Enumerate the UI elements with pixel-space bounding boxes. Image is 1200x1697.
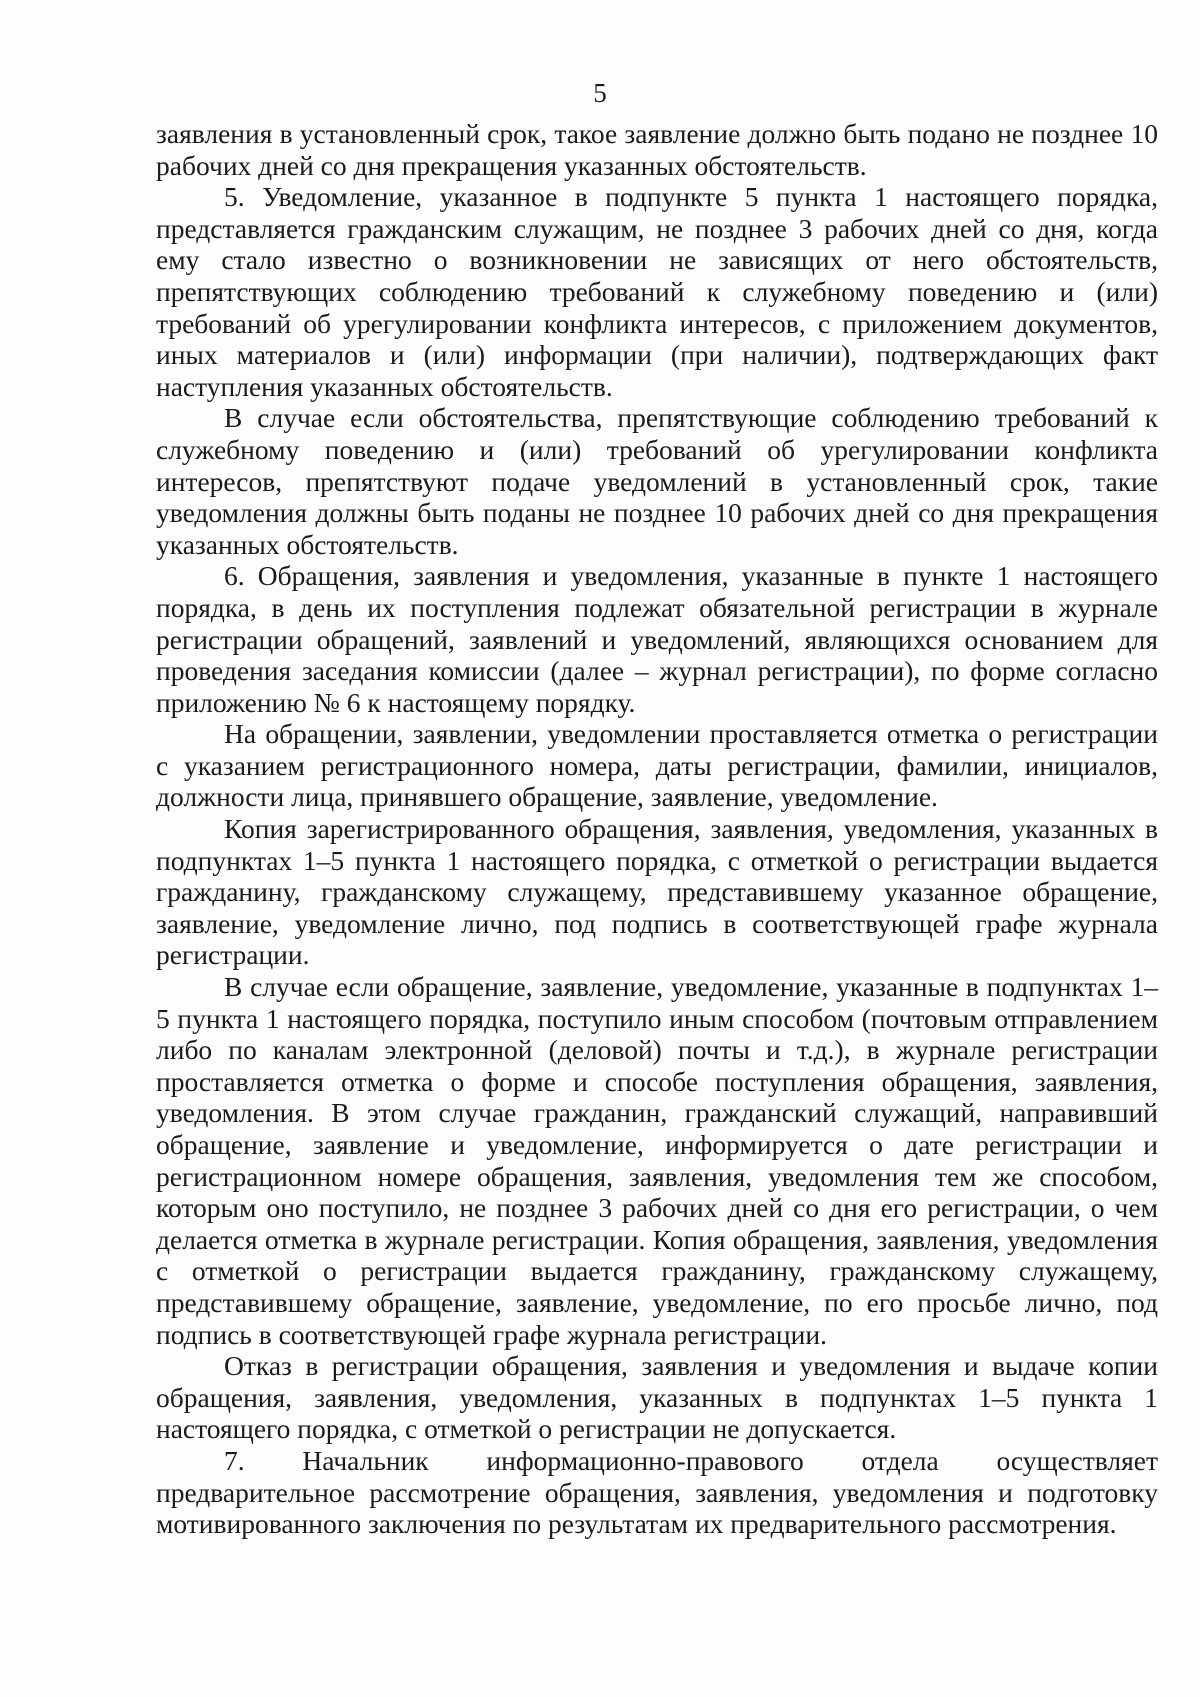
paragraph-refusal: Отказ в регистрации обращения, заявления и уведомления и выдаче копии обращения, заявления, уведомления, указанных в подпунктах 1–5 пункта 1 настоящего порядка, с отметкой о регистрации не допускается. <box>156 1350 1158 1445</box>
page-number: 5 <box>593 78 607 108</box>
paragraph-item-5: 5. Уведомление, указанное в подпункте 5 пункта 1 настоящего порядка, представляется гражданским служащим, не позднее 3 рабочих дней со дня, когда ему стало известно о возникновении не зависящих от него обстоятельств, препятствующих соблюдению требований к служебному поведению и (или) требований об урегулировании конфликта интересов, с приложением документов, иных материалов и (или) информации (при наличии), подтверждающих факт наступления указанных обстоятельств. <box>156 181 1158 402</box>
paragraph-circumstances: В случае если обстоятельства, препятствующие соблюдению требований к служебному поведению и (или) требований об урегулировании конфликта интересов, препятствуют подаче уведомлений в установленный срок, такие уведомления должны быть поданы не позднее 10 рабочих дней со дня прекращения указанных обстоятельств. <box>156 402 1158 560</box>
paragraph-copy-issue: Копия зарегистрированного обращения, заявления, уведомления, указанных в подпунктах 1–5 пункта 1 настоящего порядка, с отметкой о регистрации выдается гражданину, гражданскому служащему, представившему указанное обращение, заявление, уведомление лично, под подпись в соответствующей графе журнала регистрации. <box>156 813 1158 971</box>
paragraph-continuation: заявления в установленный срок, такое заявление должно быть подано не позднее 10 рабочих дней со дня прекращения указанных обстоятельств. <box>156 118 1158 181</box>
paragraph-registration-mark: На обращении, заявлении, уведомлении проставляется отметка о регистрации с указанием регистрационного номера, даты регистрации, фамилии, инициалов, должности лица, принявшего обращение, заявление, уведомление. <box>156 718 1158 813</box>
document-body <box>156 118 1158 1540</box>
paragraph-item-6: 6. Обращения, заявления и уведомления, указанные в пункте 1 настоящего порядка, в день их поступления подлежат обязательной регистрации в журнале регистрации обращений, заявлений и уведомлений, являющихся основанием для проведения заседания комиссии (далее – журнал регистрации), по форме согласно приложению № 6 к настоящему порядку. <box>156 560 1158 718</box>
paragraph-item-7: 7. Начальник информационно-правового отдела осуществляет предварительное рассмотрение обращения, заявления, уведомления и подготовку мотивированного заключения по результатам их предварительного рассмотрения. <box>156 1444 1158 1540</box>
paragraph-other-channels: В случае если обращение, заявление, уведомление, указанные в подпунктах 1–5 пункта 1 настоящего порядка, поступило иным способом (почтовым отправлением либо по каналам электронной (деловой) почты и т.д.), в журнале регистрации проставляется отметка о форме и способе поступления обращения, заявления, уведомления. В этом случае гражданин, гражданский служащий, направивший обращение, заявление и уведомление, информируется о дате регистрации и регистрационном номере обращения, заявления, уведомления тем же способом, которым оно поступило, не позднее 3 рабочих дней со дня его регистрации, о чем делается отметка в журнале регистрации. Копия обращения, заявления, уведомления с отметкой о регистрации выдается гражданину, гражданскому служащему, представившему обращение, заявление, уведомление, по его просьбе лично, под подпись в соответствующей графе журнала регистрации. <box>156 971 1158 1350</box>
